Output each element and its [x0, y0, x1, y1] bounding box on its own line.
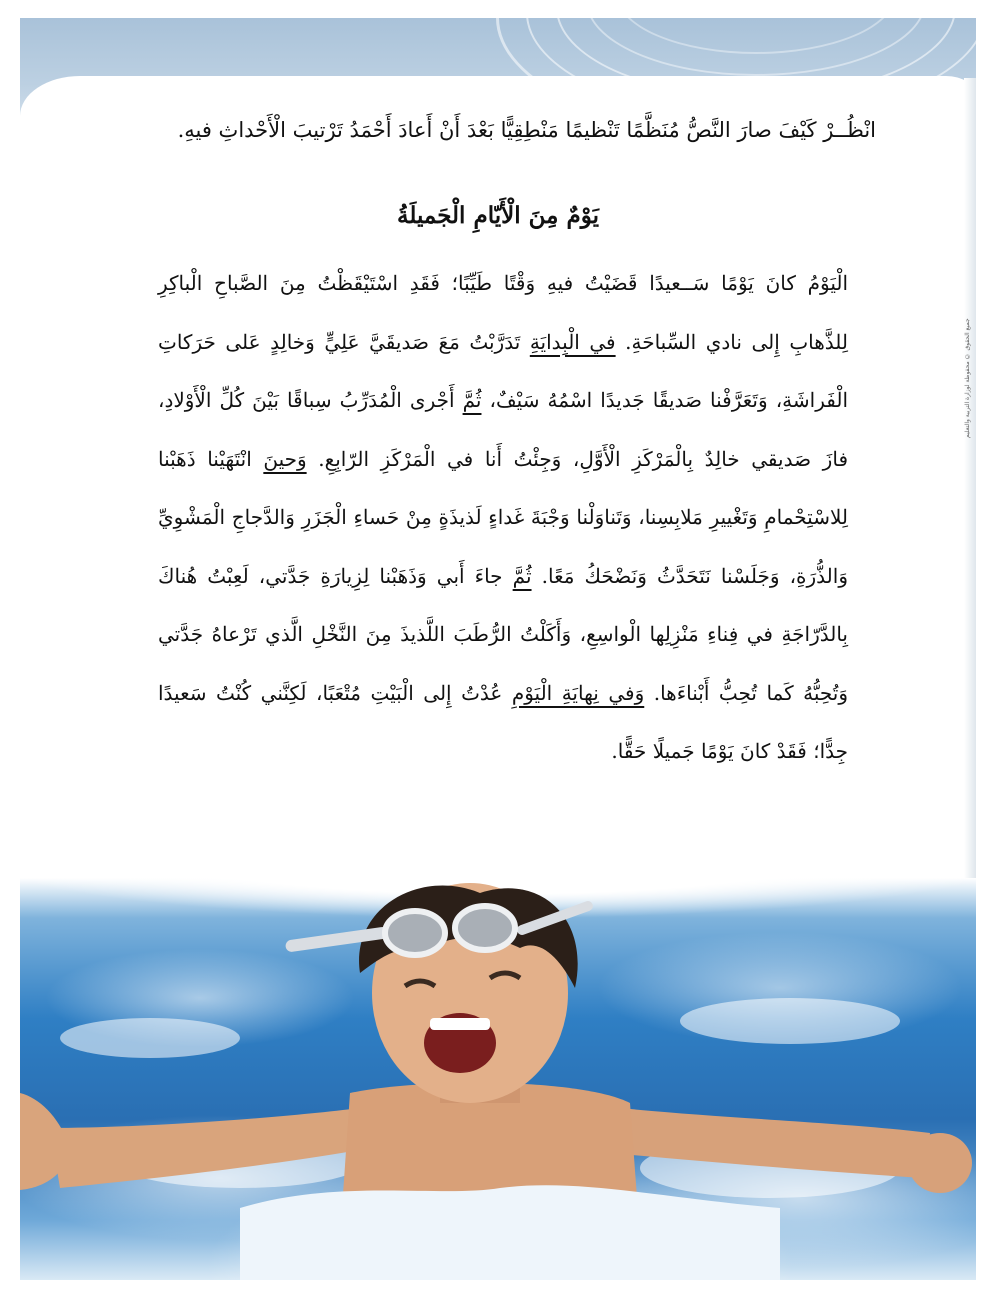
sequence-word-underlined: ثُمَّ: [462, 388, 482, 412]
left-arm: [50, 1108, 370, 1188]
goggle-lens-left: [385, 911, 445, 955]
story-title: يَوْمٌ مِنَ الْأَيّامِ الْجَميلَةُ: [397, 202, 599, 229]
right-hand: [908, 1133, 972, 1193]
swimming-boy-photo: [20, 878, 976, 1280]
story-text: عُدْتُ إِلى الْبَيْتِ مُتْعَبًا، لَكِنَّني كُنْتُ سَعيدًا جِدًّا؛ فَقَدْ كانَ يَوْمًا جَميلًا حَقًّا.: [158, 680, 848, 763]
story-text: الْيَوْمُ كانَ يَوْمًا سَــعيدًا قَضَيْتُ فيهِ وَقْتًا طَيِّبًا؛ فَقَدِ اسْتَيْقَظْتُ مِنَ الصَّباحِ الْباكِرِ لِلذَّهابِ إِلى نادي السِّباحَةِ.: [158, 271, 849, 354]
goggle-lens-right: [455, 906, 515, 950]
sequence-word-underlined: وَحينَ: [263, 446, 307, 471]
story-paragraph: [158, 254, 848, 781]
water-splash: [240, 1185, 780, 1280]
story-text: جاءَ أَبي وَذَهَبْنا لِزِيارَةِ جَدَّتي، لَعِبْتُ هُناكَ بِالدَّرّاجَةِ في فِناءِ مَنْزِلِها الْواسِعِ، وَأَكَلْتُ الرُّطَبَ اللَّذيذَ مِنَ النَّخْلِ الَّذي تَرْعاهُ جَدَّتي وَتُحِبُّهُ كَما تُحِبُّ أَبْناءَها.: [158, 563, 848, 705]
textbook-page: [20, 18, 976, 1280]
sequence-word-underlined: ثُمَّ: [512, 563, 532, 588]
right-arm: [610, 1108, 930, 1178]
intro-instruction: انْظُــرْ كَيْفَ صارَ النَّصُّ مُنَظَّمًا تَنْظيمًا مَنْطِقِيًّا بَعْدَ أَنْ أَعادَ أَحْمَدُ تَرْتيبَ الْأَحْداثِ فيهِ.: [177, 118, 876, 142]
story-text: انْتَهَيْنا ذَهَبْنا لِلاسْتِحْمامِ وَتَغْييرِ مَلابِسِنا، وَتَناوَلْنا وَجْبَةَ غَداءٍ لَذيذَةٍ مِنْ حَساءِ الْجَزَرِ وَالدَّجاجِ الْمَشْوِيِّ وَالذُّرَةِ، وَجَلَسْنا نَتَحَدَّثُ وَنَضْحَكُ مَعًا.: [158, 446, 848, 588]
boy-illustration: [20, 878, 976, 1280]
sequence-word-underlined: وَفي نِهايَةِ الْيَوْمِ: [511, 680, 645, 705]
teeth: [430, 1018, 490, 1030]
copyright-side-note: جميع الحقوق © محفوظة لوزارة التربية والتعليم: [964, 318, 971, 438]
story-text: تَدَرَّبْتُ مَعَ صَديقَيَّ عَلِيٍّ وَخالِدٍ عَلى حَرَكاتِ الْفَراشَةِ، وَتَعَرَّفْنا صَديقًا جَديدًا اسْمُهُ سَيْفٌ،: [158, 329, 848, 412]
story-text: أَجْرى الْمُدَرِّبُ سِباقًا بَيْنَ كُلِّ الْأَوْلادِ، فازَ صَديقي خالِدٌ بِالْمَرْكَزِ الْأَوَّلِ، وَجِئْتُ أَنا في الْمَرْكَزِ الرّابِعِ.: [158, 388, 848, 471]
sequence-word-underlined: في الْبِدايَةِ: [529, 329, 616, 354]
